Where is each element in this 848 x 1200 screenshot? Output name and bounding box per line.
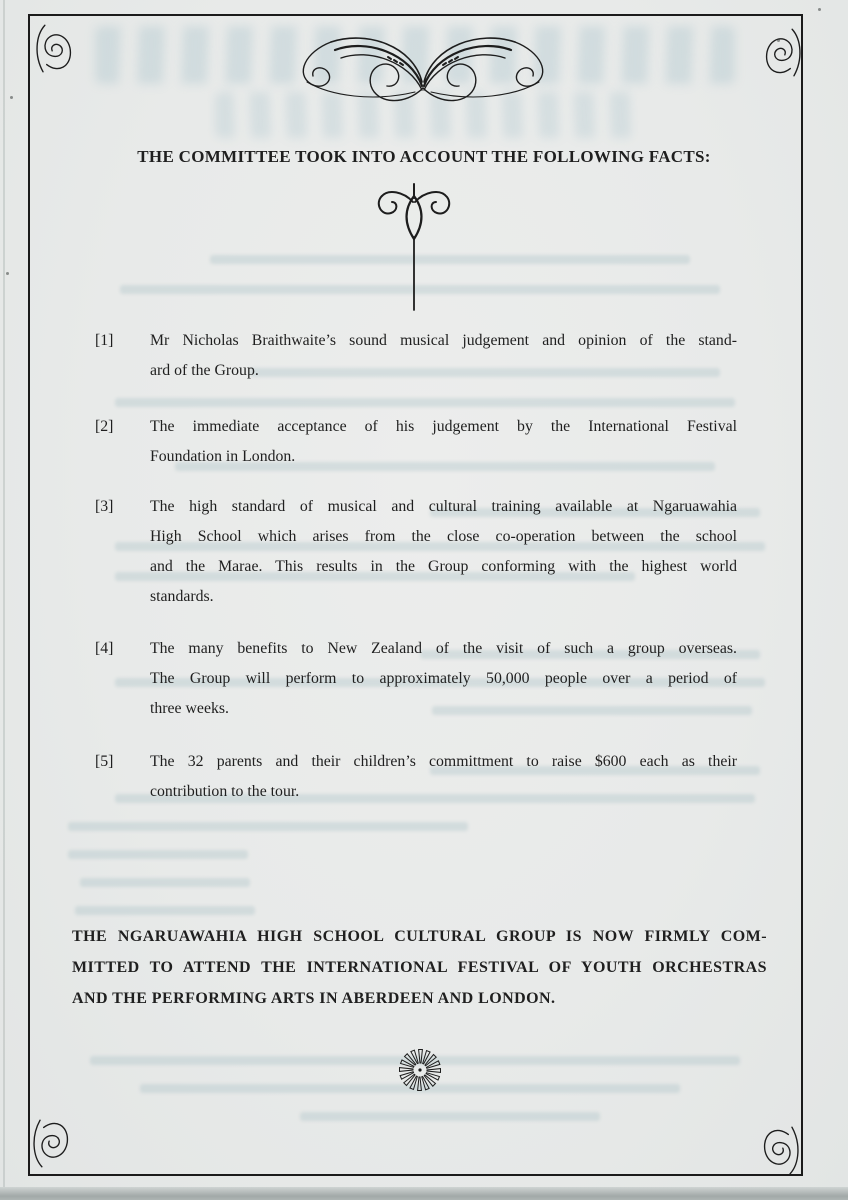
fact-number: [3] — [95, 498, 114, 515]
fact-number: [2] — [95, 418, 114, 435]
fact-number: [1] — [95, 332, 114, 349]
dust-speck — [777, 39, 780, 42]
header-flourish-icon — [283, 24, 563, 108]
fact-item — [95, 326, 737, 386]
corner-flourish-icon — [760, 1122, 802, 1178]
closing-statement — [72, 921, 767, 1014]
fact-item — [95, 492, 737, 612]
dust-speck — [10, 96, 13, 99]
fact-item — [95, 747, 737, 807]
fact-item — [95, 634, 737, 724]
fact-number: [5] — [95, 753, 114, 770]
closing-line: AND THE PERFORMING ARTS IN ABERDEEN AND LONDON. — [72, 990, 556, 1007]
dust-speck — [818, 8, 821, 11]
fact-number: [4] — [95, 640, 114, 657]
closing-line: THE NGARUAWAHIA HIGH SCHOOL CULTURAL GROUP IS NOW FIRMLY COM- — [72, 928, 767, 945]
fact-text — [150, 634, 737, 724]
fact-line: The 32 parents and their children’s committment to raise $600 each as their — [150, 753, 737, 770]
fact-line: The many benefits to New Zealand of the visit of such a group overseas. — [150, 640, 737, 657]
fact-line: three weeks. — [150, 700, 229, 717]
fact-line: The immediate acceptance of his judgement by the International Festival — [150, 418, 737, 435]
fact-text — [150, 747, 737, 807]
fact-line: ard of the Group. — [150, 362, 259, 379]
paper-crease — [3, 0, 5, 1200]
fact-text — [150, 412, 737, 472]
bleed-through-line — [75, 906, 255, 915]
bleed-through-line — [300, 1112, 600, 1121]
bleed-through-line — [68, 850, 248, 859]
fact-line: The high standard of musical and cultural training available at Ngaruawahia — [150, 498, 737, 515]
fact-line: Mr Nicholas Braithwaite’s sound musical judgement and opinion of the stand- — [150, 332, 737, 349]
dust-speck — [6, 272, 9, 275]
corner-flourish-icon — [33, 21, 75, 77]
corner-flourish-icon — [30, 1115, 72, 1171]
fact-item — [95, 412, 737, 472]
starburst-ornament-icon — [398, 1048, 442, 1092]
scan-bottom-edge — [0, 1187, 848, 1200]
fact-text — [150, 492, 737, 612]
divider-flourish-icon — [368, 182, 460, 312]
corner-flourish-icon — [762, 25, 804, 81]
section-heading: THE COMMITTEE TOOK INTO ACCOUNT THE FOLLOWING FACTS: — [137, 147, 711, 166]
fact-line: standards. — [150, 588, 214, 605]
fact-line: contribution to the tour. — [150, 783, 300, 800]
bleed-through-line — [115, 398, 735, 407]
fact-text — [150, 326, 737, 386]
fact-line: High School which arises from the close co-operation between the school — [150, 528, 737, 545]
fact-line: and the Marae. This results in the Group conforming with the highest world — [150, 558, 737, 575]
closing-line: MITTED TO ATTEND THE INTERNATIONAL FESTIVAL OF YOUTH ORCHESTRAS — [72, 959, 767, 976]
bleed-through-line — [80, 878, 250, 887]
bleed-through-line — [68, 822, 468, 831]
fact-line: Foundation in London. — [150, 448, 296, 465]
fact-line: The Group will perform to approximately 50,000 people over a period of — [150, 670, 737, 687]
